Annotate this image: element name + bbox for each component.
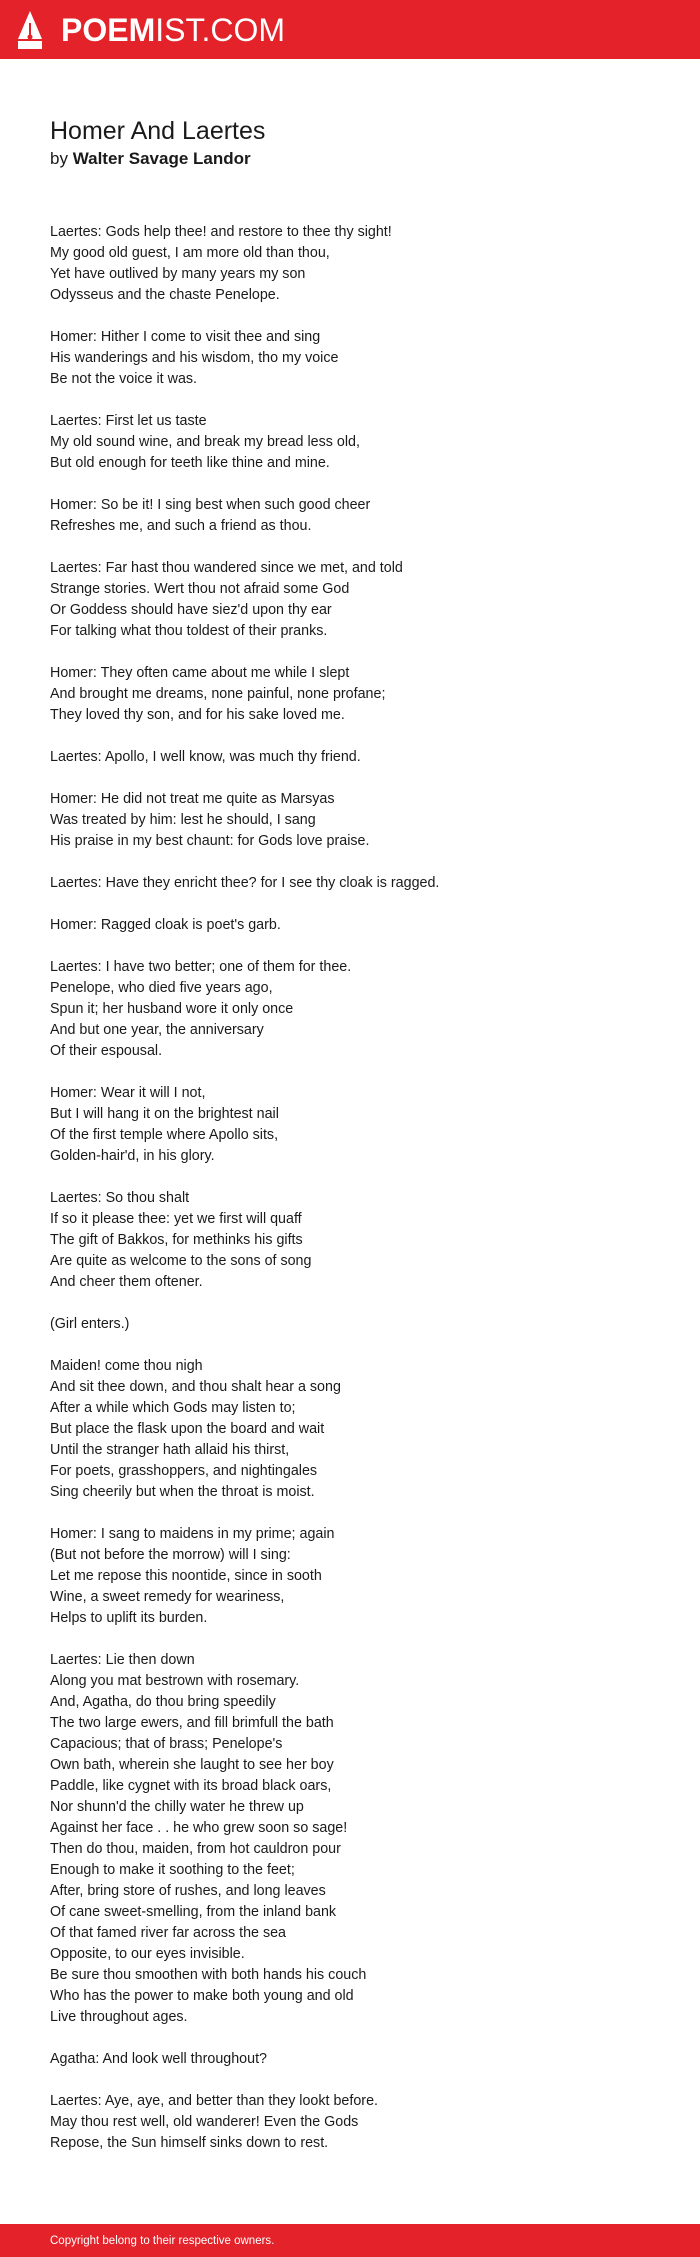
poem-line: Of that famed river far across the sea	[50, 1925, 286, 1941]
poem-line: Yet have outlived by many years my son	[50, 266, 306, 282]
stanza	[50, 747, 650, 768]
poem-line: And brought me dreams, none painful, none profane;	[50, 686, 386, 702]
poem-line: Capacious; that of brass; Penelope's	[50, 1736, 283, 1752]
poem-line: Homer: Ragged cloak is poet's garb.	[50, 917, 281, 933]
poem-line: Laertes: Gods help thee! and restore to thee thy sight!	[50, 224, 392, 240]
poem-line: My old sound wine, and break my bread less old,	[50, 434, 360, 450]
site-header	[0, 0, 700, 59]
poem-line: But old enough for teeth like thine and mine.	[50, 455, 330, 471]
poem-line: (Girl enters.)	[50, 1316, 130, 1332]
poem-line: Until the stranger hath allaid his thirst,	[50, 1442, 290, 1458]
poem-line: For talking what thou toldest of their pranks.	[50, 623, 328, 639]
poem-line: Was treated by him: lest he should, I sang	[50, 812, 316, 828]
poem-line: And cheer them oftener.	[50, 1274, 203, 1290]
poem-line: Of their espousal.	[50, 1043, 163, 1059]
poem-line: Repose, the Sun himself sinks down to rest.	[50, 2135, 329, 2151]
poem-title: Homer And Laertes	[50, 117, 266, 145]
poem-line: After, bring store of rushes, and long leaves	[50, 1883, 326, 1899]
stanza	[50, 222, 650, 306]
poem-line: Penelope, who died five years ago,	[50, 980, 273, 996]
poem-line: And, Agatha, do thou bring speedily	[50, 1694, 276, 1710]
stanza	[50, 957, 650, 1062]
poem-line: Own bath, wherein she laught to see her boy	[50, 1757, 334, 1773]
poem-line: Strange stories. Wert thou not afraid some God	[50, 581, 350, 597]
stanza	[50, 558, 650, 642]
poem-line: Against her face . . he who grew soon so sage!	[50, 1820, 348, 1836]
stanza	[50, 1314, 650, 1335]
poem-line: They loved thy son, and for his sake loved me.	[50, 707, 345, 723]
poem-line: If so it please thee: yet we first will quaff	[50, 1211, 302, 1227]
poem-content	[50, 114, 650, 2175]
poem-line: Who has the power to make both young and old	[50, 1988, 354, 2004]
poem-line: Opposite, to our eyes invisible.	[50, 1946, 245, 1962]
poem-line: Let me repose this noontide, since in sooth	[50, 1568, 322, 1584]
stanza	[50, 915, 650, 936]
stanza	[50, 1524, 650, 1629]
poem-line: The gift of Bakkos, for methinks his gifts	[50, 1232, 303, 1248]
poem-line: Refreshes me, and such a friend as thou.	[50, 518, 312, 534]
stanza	[50, 1188, 650, 1293]
poem-line: May thou rest well, old wanderer! Even the Gods	[50, 2114, 359, 2130]
stanza	[50, 2049, 650, 2070]
poem-line: Laertes: Lie then down	[50, 1652, 195, 1668]
poem-line: Laertes: Have they enricht thee? for I see thy cloak is ragged.	[50, 875, 440, 891]
poem-line: But place the flask upon the board and wait	[50, 1421, 325, 1437]
stanza	[50, 327, 650, 390]
poem-line: Golden-hair'd, in his glory.	[50, 1148, 215, 1164]
poem-line: Homer: He did not treat me quite as Marsyas	[50, 791, 335, 807]
poem-line: My good old guest, I am more old than thou,	[50, 245, 330, 261]
poem-line: Of cane sweet-smelling, from the inland bank	[50, 1904, 337, 1920]
poem-line: Spun it; her husband wore it only once	[50, 1001, 294, 1017]
poem-line: Nor shunn'd the chilly water he threw up	[50, 1799, 304, 1815]
poem-line: Helps to uplift its burden.	[50, 1610, 208, 1626]
poem-line: Laertes: Apollo, I well know, was much thy friend.	[50, 749, 361, 765]
logo-light-text: IST.COM	[155, 12, 286, 48]
poem-line: The two large ewers, and fill brimfull the bath	[50, 1715, 334, 1731]
poem-line: Homer: Wear it will I not,	[50, 1085, 206, 1101]
poem-line: Along you mat bestrown with rosemary.	[50, 1673, 300, 1689]
poem-line: Laertes: Far hast thou wandered since we met, and told	[50, 560, 403, 576]
poem-line: Agatha: And look well throughout?	[50, 2051, 267, 2067]
poem-line: Odysseus and the chaste Penelope.	[50, 287, 280, 303]
poem-line: Enough to make it soothing to the feet;	[50, 1862, 295, 1878]
author-name: Walter Savage Landor	[72, 149, 251, 168]
poem-line: Sing cheerily but when the throat is moist.	[50, 1484, 315, 1500]
logo-bold-text: POEM	[61, 12, 156, 48]
poem-line: Live throughout ages.	[50, 2009, 188, 2025]
poem-line: Laertes: Aye, aye, and better than they lookt before.	[50, 2093, 378, 2109]
byline	[50, 148, 650, 170]
stanza	[50, 873, 650, 894]
poem-line: Homer: They often came about me while I slept	[50, 665, 350, 681]
stanza	[50, 2091, 650, 2154]
site-footer	[0, 2224, 700, 2257]
pen-nib-icon	[18, 11, 42, 49]
poem-line: His praise in my best chaunt: for Gods love praise.	[50, 833, 370, 849]
poem-line: Homer: Hither I come to visit thee and sing	[50, 329, 321, 345]
poem-line: His wanderings and his wisdom, tho my voice	[50, 350, 339, 366]
stanza	[50, 411, 650, 474]
poem-line: After a while which Gods may listen to;	[50, 1400, 296, 1416]
poem-line: (But not before the morrow) will I sing:	[50, 1547, 291, 1563]
poem-line: Are quite as welcome to the sons of song	[50, 1253, 312, 1269]
poem-line: But I will hang it on the brightest nail	[50, 1106, 279, 1122]
poem-line: For poets, grasshoppers, and nightingales	[50, 1463, 318, 1479]
stanza	[50, 1083, 650, 1167]
poem-line: And sit thee down, and thou shalt hear a song	[50, 1379, 341, 1395]
poem-line: Then do thou, maiden, from hot cauldron pour	[50, 1841, 341, 1857]
copyright-notice: Copyright belong to their respective owners.	[50, 2235, 275, 2247]
poem-line: Or Goddess should have siez'd upon thy ear	[50, 602, 332, 618]
poem-line: Homer: So be it! I sing best when such good cheer	[50, 497, 371, 513]
stanza	[50, 1650, 650, 2028]
poem-body	[50, 222, 650, 2154]
poem-line: Paddle, like cygnet with its broad black oars,	[50, 1778, 332, 1794]
poem-line: Be not the voice it was.	[50, 371, 198, 387]
stanza	[50, 663, 650, 726]
stanza	[50, 1356, 650, 1503]
poem-line: Homer: I sang to maidens in my prime; again	[50, 1526, 335, 1542]
site-logo	[61, 11, 285, 49]
stanza	[50, 789, 650, 852]
poem-line: Laertes: So thou shalt	[50, 1190, 190, 1206]
poem-line: Be sure thou smoothen with both hands his couch	[50, 1967, 367, 1983]
stanza	[50, 495, 650, 537]
poem-line: Laertes: I have two better; one of them for thee.	[50, 959, 352, 975]
poem-line: Wine, a sweet remedy for weariness,	[50, 1589, 285, 1605]
poem-line: Of the first temple where Apollo sits,	[50, 1127, 279, 1143]
byline-prefix: by	[50, 149, 68, 168]
poem-line: And but one year, the anniversary	[50, 1022, 264, 1038]
poem-line: Laertes: First let us taste	[50, 413, 207, 429]
poem-line: Maiden! come thou nigh	[50, 1358, 203, 1374]
